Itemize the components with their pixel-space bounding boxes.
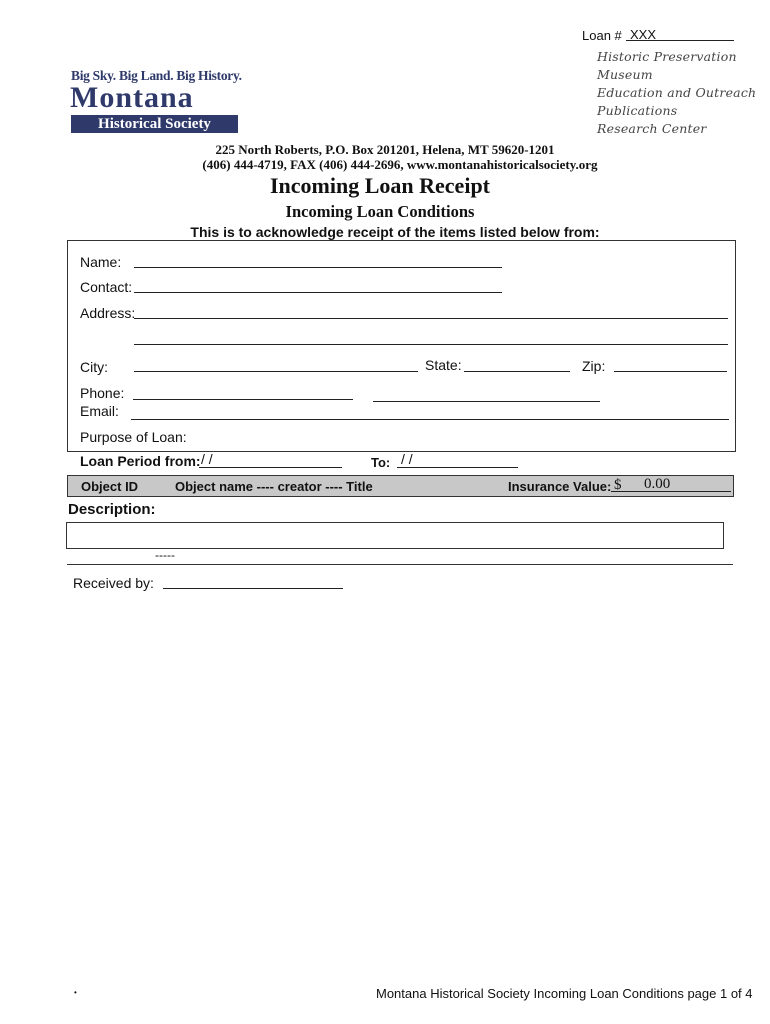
address-line-2: (406) 444-4719, FAX (406) 444-2696, www.montanahistoricalsociety.org: [202, 157, 598, 172]
intro-text: This is to acknowledge receipt of the items listed below from:: [190, 224, 600, 240]
address-field-line-2[interactable]: [134, 344, 728, 345]
loan-period-to-line: [397, 467, 518, 468]
state-field[interactable]: [464, 371, 570, 372]
loan-period-to-label: To:: [371, 455, 391, 470]
page-title: Incoming Loan Receipt: [270, 173, 490, 198]
department-item: Education and Outreach: [597, 85, 757, 100]
city-label: City:: [80, 359, 108, 375]
name-label: Name:: [80, 254, 122, 270]
address-label: Address:: [80, 305, 136, 321]
department-item: Publications: [597, 103, 678, 118]
contact-label: Contact:: [80, 279, 133, 295]
logo-org-banner: Historical Society: [71, 115, 238, 133]
zip-label: Zip:: [582, 358, 606, 374]
divider: [67, 564, 733, 565]
address-field[interactable]: [134, 318, 728, 319]
loan-period-to-value[interactable]: / /: [401, 451, 413, 467]
phone-field[interactable]: [133, 399, 353, 400]
loan-period-from-line: [199, 467, 342, 468]
address-line-1: 225 North Roberts, P.O. Box 201201, Helena, MT 59620-1201: [215, 142, 555, 157]
description-label: Description:: [68, 501, 156, 518]
contact-field[interactable]: [134, 292, 502, 293]
department-item: Museum: [597, 67, 653, 82]
loan-number-label: Loan #: [582, 28, 622, 43]
email-label: Email:: [80, 403, 119, 419]
state-label: State:: [425, 357, 462, 373]
loan-number-value[interactable]: XXX: [630, 27, 657, 42]
column-object-name: Object name ---- creator ---- Title: [175, 479, 373, 494]
loan-period-from-value[interactable]: / /: [201, 451, 213, 467]
name-field[interactable]: [134, 267, 502, 268]
zip-field[interactable]: [614, 371, 727, 372]
received-by-label: Received by:: [73, 575, 154, 591]
loan-period-from-label: Loan Period from:: [80, 453, 201, 469]
logo-name: Montana: [70, 81, 194, 114]
email-field[interactable]: [131, 419, 729, 420]
insurance-currency: $: [614, 477, 622, 493]
logo-tagline: Big Sky. Big Land. Big History.: [71, 68, 242, 83]
contact-form-box: [67, 240, 736, 452]
object-table-header: [67, 475, 734, 497]
department-item: Research Center: [597, 121, 707, 136]
department-item: Historic Preservation: [597, 49, 737, 64]
logo: [70, 68, 240, 136]
dashes: -----: [155, 548, 175, 562]
description-field[interactable]: [66, 522, 724, 549]
footer-text: Montana Historical Society Incoming Loan Conditions page 1 of 4: [376, 986, 753, 1001]
department-list: [597, 48, 757, 138]
footer-bullet: •: [74, 988, 77, 997]
column-object-id: Object ID: [81, 479, 139, 494]
page-subtitle: Incoming Loan Conditions: [285, 202, 475, 221]
phone-label: Phone:: [80, 385, 125, 401]
phone-field-secondary[interactable]: [373, 401, 600, 402]
purpose-label: Purpose of Loan:: [80, 429, 187, 445]
column-insurance-value: Insurance Value:: [508, 479, 612, 494]
loan-number-line: [626, 40, 734, 41]
insurance-value-line: [611, 491, 731, 492]
received-by-field[interactable]: [163, 588, 343, 589]
insurance-value[interactable]: 0.00: [644, 476, 671, 492]
city-field[interactable]: [134, 371, 418, 372]
